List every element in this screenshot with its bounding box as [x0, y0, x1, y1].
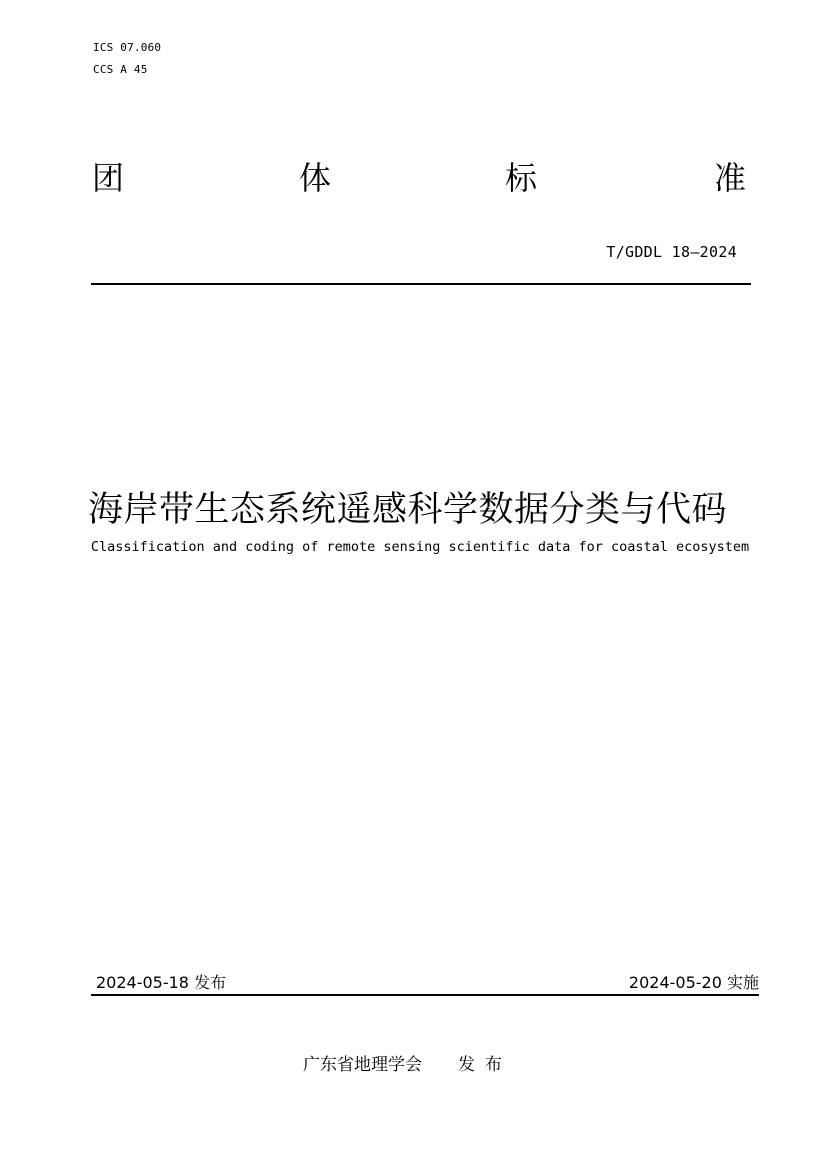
- publisher-action: 发布: [458, 1055, 512, 1075]
- implement-date: 2024-05-20: [628, 973, 722, 992]
- standard-type-char-1: 团: [92, 159, 125, 197]
- issue-label: 发布: [194, 973, 227, 992]
- standard-type-char-4: 准: [714, 159, 747, 197]
- ccs-code: CCS A 45: [93, 63, 148, 76]
- document-title-chinese: 海岸带生态系统遥感科学数据分类与代码: [87, 490, 727, 530]
- publisher-line: [0, 1054, 815, 1076]
- implement-label: 实施: [726, 973, 759, 992]
- publisher-name: 广东省地理学会: [303, 1055, 422, 1075]
- issue-date: 2024-05-18: [96, 973, 189, 992]
- standard-type-char-2: 体: [299, 159, 332, 197]
- standard-number: T/GDDL 18—2024: [606, 243, 737, 261]
- standard-type-char-3: 标: [505, 159, 538, 197]
- issue-date-line: [96, 973, 226, 993]
- document-title-english: Classification and coding of remote sensing scientific data for coastal ecosystem: [90, 539, 750, 555]
- header-divider: [91, 283, 751, 285]
- implement-date-line: [629, 973, 759, 993]
- footer-divider: [91, 994, 759, 996]
- ics-code: ICS 07.060: [93, 41, 162, 54]
